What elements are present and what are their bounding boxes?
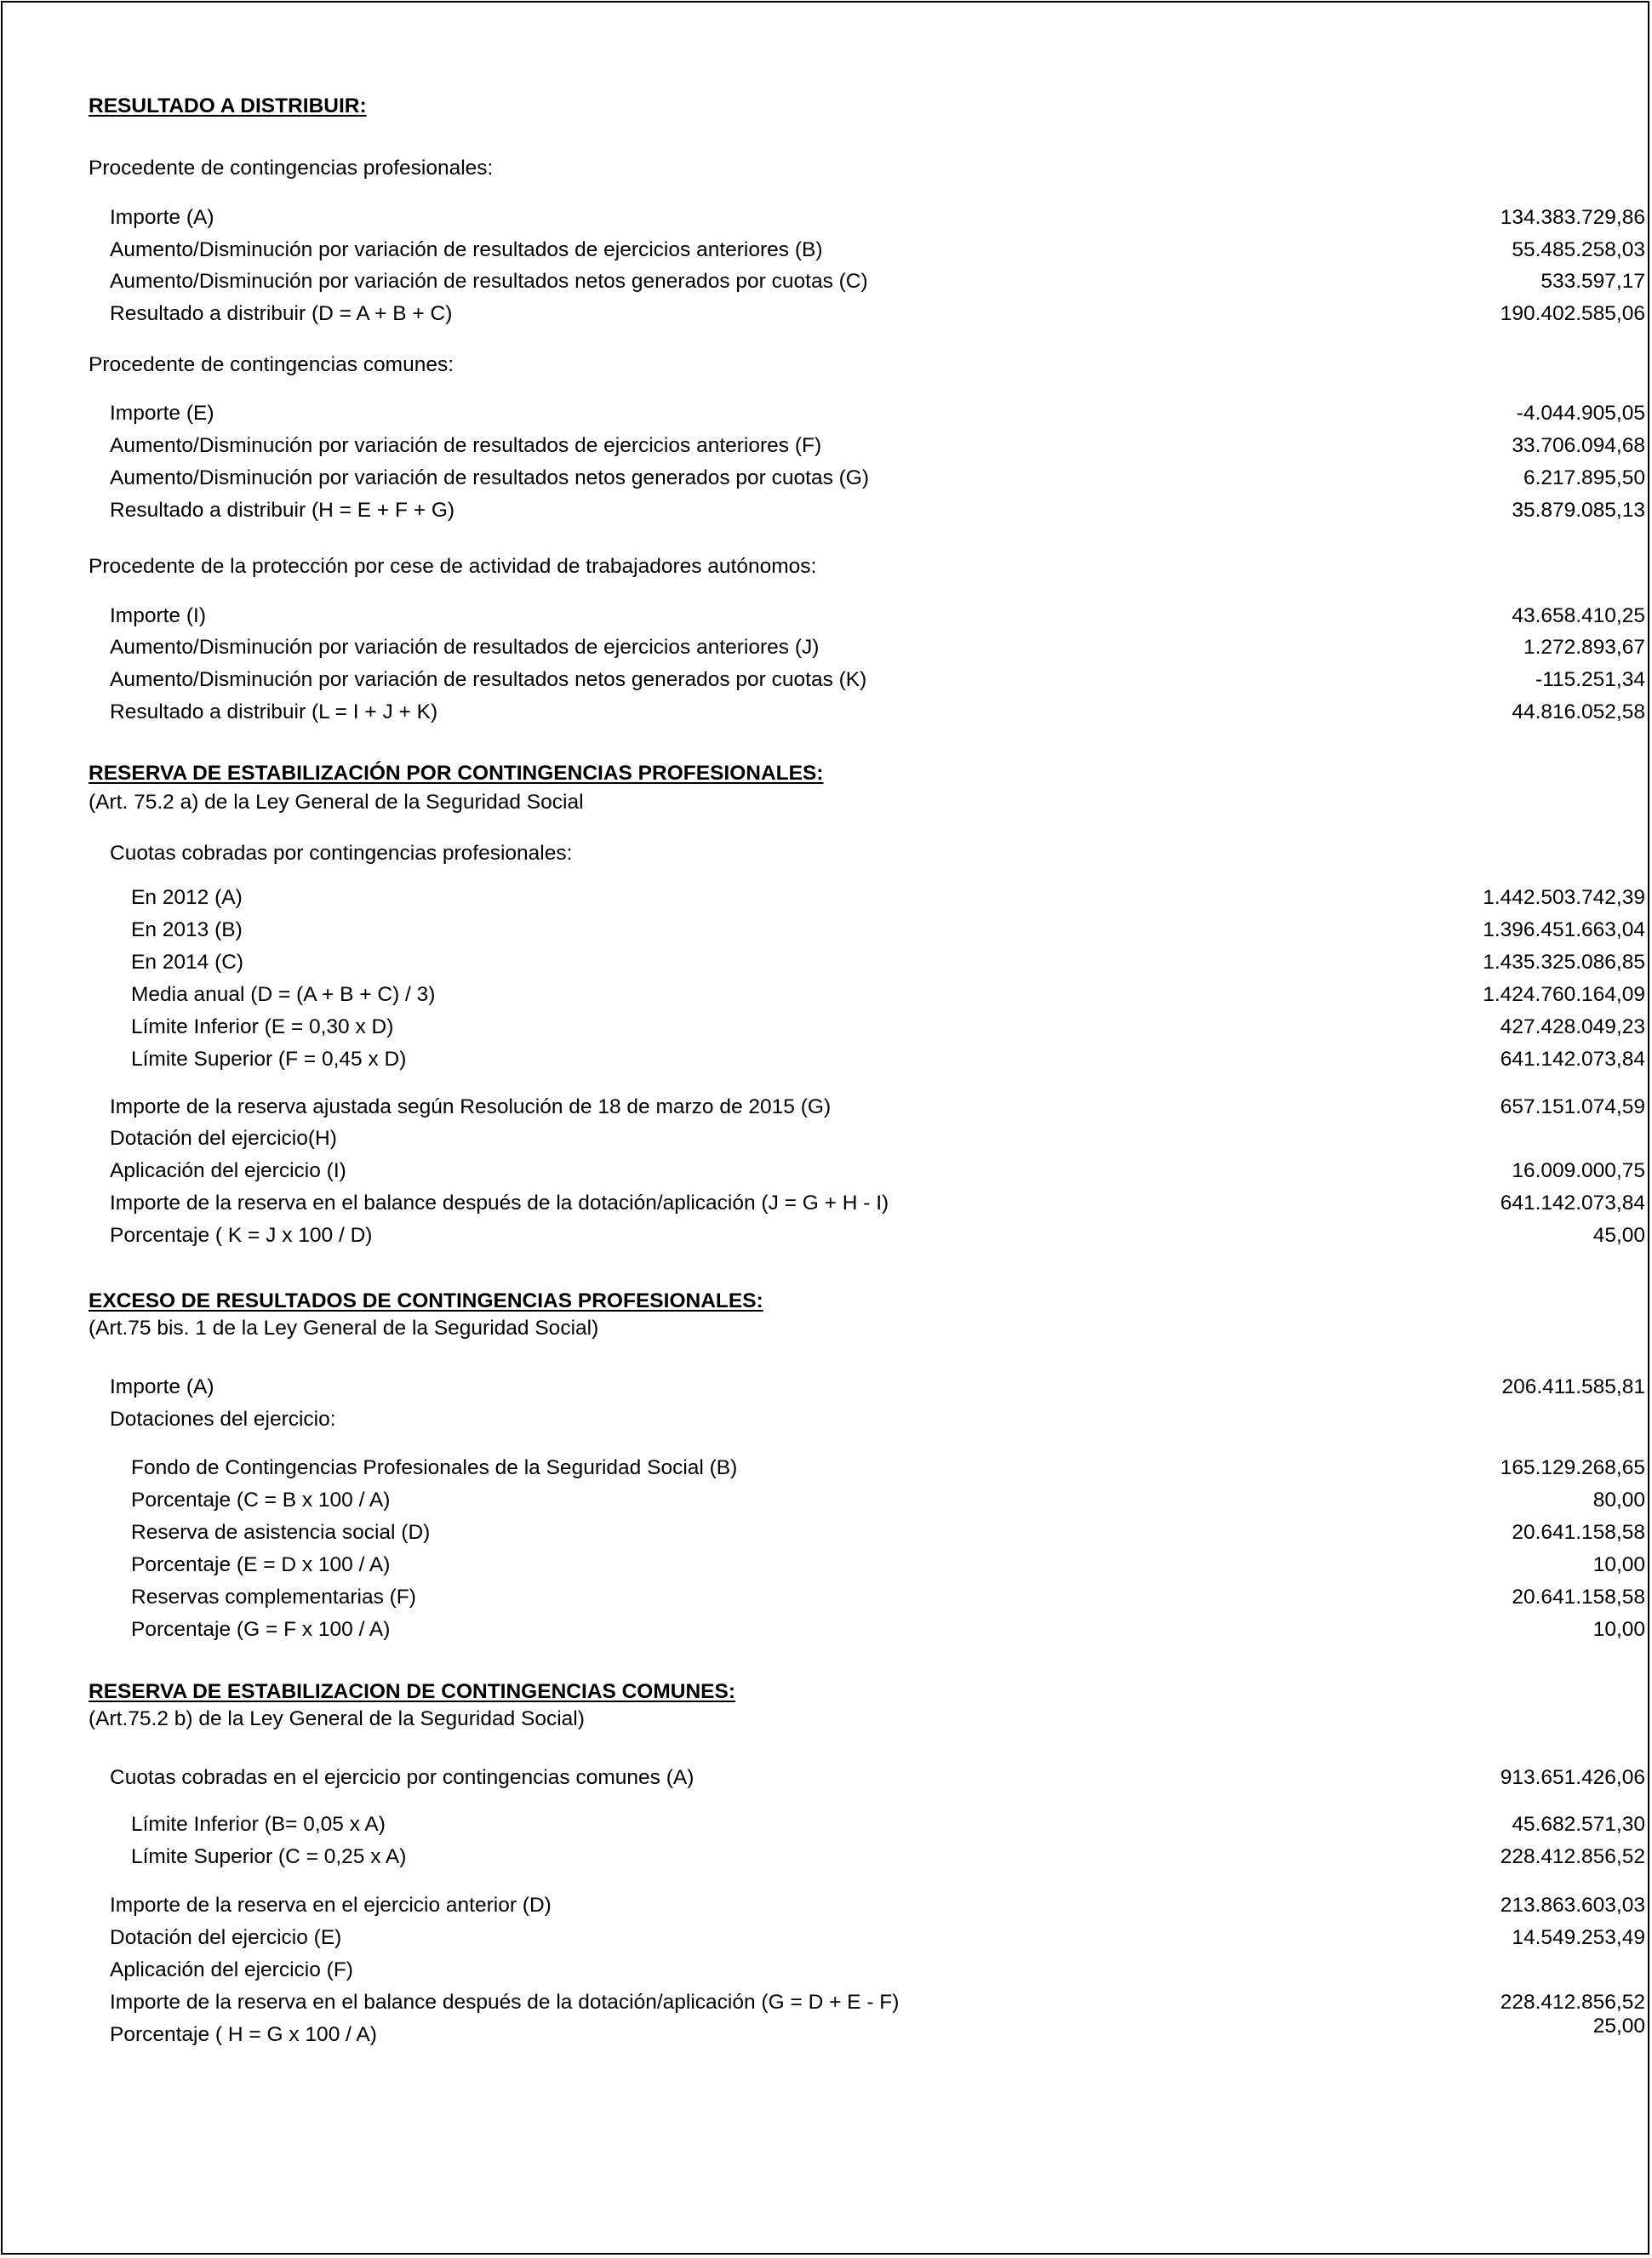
section-title-text: RESULTADO A DISTRIBUIR: <box>89 94 367 117</box>
section-title-exceso <box>0 1286 1652 1317</box>
table-row <box>0 1582 1652 1613</box>
row-value: -115.251,34 <box>1535 668 1645 691</box>
row-label: Importe (A) <box>110 206 214 229</box>
row-label: Media anual (D = (A + B + C) / 3) <box>131 983 436 1006</box>
section-subtitle-text: (Art. 75.2 a) de la Ley General de la Seguridad Social <box>89 791 584 814</box>
table-row <box>0 1842 1652 1872</box>
row-value: 134.383.729,86 <box>1500 206 1645 229</box>
row-label: Aumento/Disminución por variación de resultados netos generados por cuotas (G) <box>110 466 870 489</box>
table-row <box>0 1485 1652 1516</box>
row-label: Porcentaje (C = B x 100 / A) <box>131 1489 391 1512</box>
table-row <box>0 1809 1652 1840</box>
table-row <box>0 1923 1652 1953</box>
row-value: 641.142.073,84 <box>1500 1192 1645 1215</box>
table-row <box>0 1550 1652 1581</box>
table-row <box>0 1188 1652 1219</box>
table-row <box>0 1012 1652 1043</box>
table-row <box>0 1453 1652 1483</box>
table-row <box>0 697 1652 728</box>
table-row <box>0 203 1652 233</box>
table-row <box>0 1044 1652 1075</box>
group-heading-cuotas <box>0 838 1652 869</box>
row-label: Dotación del ejercicio (E) <box>110 1926 342 1949</box>
row-label: En 2012 (A) <box>131 886 243 909</box>
row-value: 16.009.000,75 <box>1512 1159 1645 1182</box>
row-value: 43.658.410,25 <box>1512 604 1645 627</box>
row-label: Aplicación del ejercicio (I) <box>110 1159 346 1182</box>
group-heading-autonomos <box>0 552 1652 582</box>
group-heading-text: Procedente de contingencias comunes: <box>89 353 454 376</box>
table-row <box>0 601 1652 632</box>
row-label: Resultado a distribuir (H = E + F + G) <box>110 499 455 522</box>
row-label: Reservas complementarias (F) <box>131 1586 416 1609</box>
row-label: Importe (I) <box>110 604 206 627</box>
row-value: 1.435.325.086,85 <box>1483 951 1645 974</box>
row-value: 35.879.085,13 <box>1512 499 1645 522</box>
row-label: Aumento/Disminución por variación de resultados de ejercicios anteriores (F) <box>110 434 822 457</box>
row-value: 228.412.856,52 <box>1500 1845 1645 1868</box>
row-value: 45,00 <box>1592 1224 1645 1247</box>
section-subtitle-text: (Art.75 bis. 1 de la Ley General de la Seguridad Social) <box>89 1317 599 1340</box>
table-row <box>0 915 1652 946</box>
row-value: 213.863.603,03 <box>1500 1894 1645 1917</box>
row-label: En 2014 (C) <box>131 951 244 974</box>
row-label: Límite Superior (C = 0,25 x A) <box>131 1845 407 1868</box>
group-heading-text: Procedente de la protección por cese de actividad de trabajadores autónomos: <box>89 555 817 578</box>
row-label: Dotación del ejercicio(H) <box>110 1127 337 1150</box>
table-row <box>0 947 1652 978</box>
row-label: Reserva de asistencia social (D) <box>131 1521 431 1544</box>
row-value: 206.411.585,81 <box>1501 1375 1645 1398</box>
row-label: Límite Inferior (B= 0,05 x A) <box>131 1813 386 1836</box>
row-value: 10,00 <box>1592 1618 1645 1641</box>
row-value: 20.641.158,58 <box>1512 1586 1645 1609</box>
row-value: 25,00 <box>1592 2015 1645 2038</box>
table-row <box>0 2015 1652 2050</box>
row-value: 1.442.503.742,39 <box>1483 886 1645 909</box>
group-heading-dotaciones <box>0 1404 1652 1435</box>
table-row <box>0 1092 1652 1123</box>
row-value: 641.142.073,84 <box>1500 1048 1645 1071</box>
row-value: 45.682.571,30 <box>1512 1813 1645 1836</box>
row-label: Resultado a distribuir (D = A + B + C) <box>110 302 453 325</box>
row-label: Importe de la reserva ajustada según Resolución de 18 de marzo de 2015 (G) <box>110 1095 832 1118</box>
row-value: 427.428.049,23 <box>1500 1015 1645 1038</box>
section-title-reserva-comunes <box>0 1677 1652 1707</box>
row-label: Porcentaje (G = F x 100 / A) <box>131 1618 391 1641</box>
row-value: 10,00 <box>1592 1553 1645 1576</box>
section-title-text: EXCESO DE RESULTADOS DE CONTINGENCIAS PROFESIONALES: <box>89 1289 763 1312</box>
row-label: Límite Inferior (E = 0,30 x D) <box>131 1015 394 1038</box>
table-row <box>0 235 1652 266</box>
row-value: 657.151.074,59 <box>1500 1095 1645 1118</box>
table-row <box>0 398 1652 429</box>
row-value: 55.485.258,03 <box>1512 238 1645 261</box>
group-heading-profesionales <box>0 153 1652 184</box>
table-row <box>0 463 1652 494</box>
row-label: Importe (A) <box>110 1375 214 1398</box>
table-row <box>0 1123 1652 1154</box>
row-label: Aumento/Disminución por variación de resultados de ejercicios anteriores (J) <box>110 636 820 659</box>
row-label: Aumento/Disminución por variación de resultados netos generados por cuotas (C) <box>110 270 868 293</box>
table-row <box>0 1987 1652 2018</box>
row-label: Importe (E) <box>110 402 214 425</box>
row-value: 228.412.856,52 <box>1500 1991 1645 2014</box>
section-subtitle <box>0 1704 1652 1735</box>
row-value: 14.549.253,49 <box>1512 1926 1645 1949</box>
row-label: Porcentaje ( H = G x 100 / A) <box>110 2023 377 2046</box>
row-label: Límite Superior (F = 0,45 x D) <box>131 1048 407 1071</box>
section-title-reserva-profesionales <box>0 758 1652 789</box>
group-heading-comunes <box>0 350 1652 380</box>
row-label: Importe de la reserva en el ejercicio anterior (D) <box>110 1894 552 1917</box>
section-title-text: RESERVA DE ESTABILIZACIÓN POR CONTINGENCIAS PROFESIONALES: <box>89 762 824 785</box>
row-value: -4.044.905,05 <box>1516 402 1645 425</box>
row-value: 165.129.268,65 <box>1500 1456 1645 1479</box>
row-value: 6.217.895,50 <box>1523 466 1645 489</box>
row-label: En 2013 (B) <box>131 918 243 941</box>
table-row <box>0 980 1652 1010</box>
table-row <box>0 1955 1652 1986</box>
row-value: 1.396.451.663,04 <box>1483 918 1645 941</box>
row-value: 80,00 <box>1592 1489 1645 1512</box>
table-row <box>0 1615 1652 1645</box>
table-row <box>0 665 1652 695</box>
row-value: 44.816.052,58 <box>1512 700 1645 723</box>
section-subtitle <box>0 787 1652 818</box>
table-row <box>0 431 1652 461</box>
table-row <box>0 1890 1652 1921</box>
table-row <box>0 1518 1652 1548</box>
section-title-text: RESERVA DE ESTABILIZACION DE CONTINGENCIAS COMUNES: <box>89 1680 736 1703</box>
row-label: Aumento/Disminución por variación de resultados de ejercicios anteriores (B) <box>110 238 823 261</box>
row-label: Cuotas cobradas en el ejercicio por contingencias comunes (A) <box>110 1766 695 1789</box>
table-row <box>0 1220 1652 1251</box>
table-row <box>0 1763 1652 1793</box>
row-label: Porcentaje ( K = J x 100 / D) <box>110 1224 373 1247</box>
section-subtitle <box>0 1313 1652 1344</box>
row-value: 20.641.158,58 <box>1512 1521 1645 1544</box>
table-row <box>0 299 1652 329</box>
row-label: Importe de la reserva en el balance después de la dotación/aplicación (J = G + H - I) <box>110 1192 889 1215</box>
section-subtitle-text: (Art.75.2 b) de la Ley General de la Seguridad Social) <box>89 1707 585 1730</box>
section-title-resultado <box>0 91 1652 122</box>
row-label: Importe de la reserva en el balance después de la dotación/aplicación (G = D + E - F) <box>110 1991 900 2014</box>
row-label: Aplicación del ejercicio (F) <box>110 1958 353 1981</box>
table-row <box>0 632 1652 663</box>
group-heading-text: Cuotas cobradas por contingencias profesionales: <box>110 842 573 865</box>
table-row <box>0 883 1652 913</box>
row-label: Resultado a distribuir (L = I + J + K) <box>110 700 438 723</box>
row-label: Aumento/Disminución por variación de resultados netos generados por cuotas (K) <box>110 668 867 691</box>
row-value: 913.651.426,06 <box>1500 1766 1645 1789</box>
row-value: 190.402.585,06 <box>1500 302 1645 325</box>
table-row <box>0 495 1652 526</box>
row-label: Fondo de Contingencias Profesionales de la Seguridad Social (B) <box>131 1456 738 1479</box>
row-label: Porcentaje (E = D x 100 / A) <box>131 1553 391 1576</box>
group-heading-text: Dotaciones del ejercicio: <box>110 1408 336 1431</box>
group-heading-text: Procedente de contingencias profesionales: <box>89 157 494 180</box>
row-value: 1.272.893,67 <box>1523 636 1645 659</box>
row-value: 533.597,17 <box>1541 270 1645 293</box>
table-row <box>0 266 1652 297</box>
table-row <box>0 1156 1652 1186</box>
table-row <box>0 1372 1652 1403</box>
row-value: 33.706.094,68 <box>1512 434 1645 457</box>
row-value: 1.424.760.164,09 <box>1483 983 1645 1006</box>
